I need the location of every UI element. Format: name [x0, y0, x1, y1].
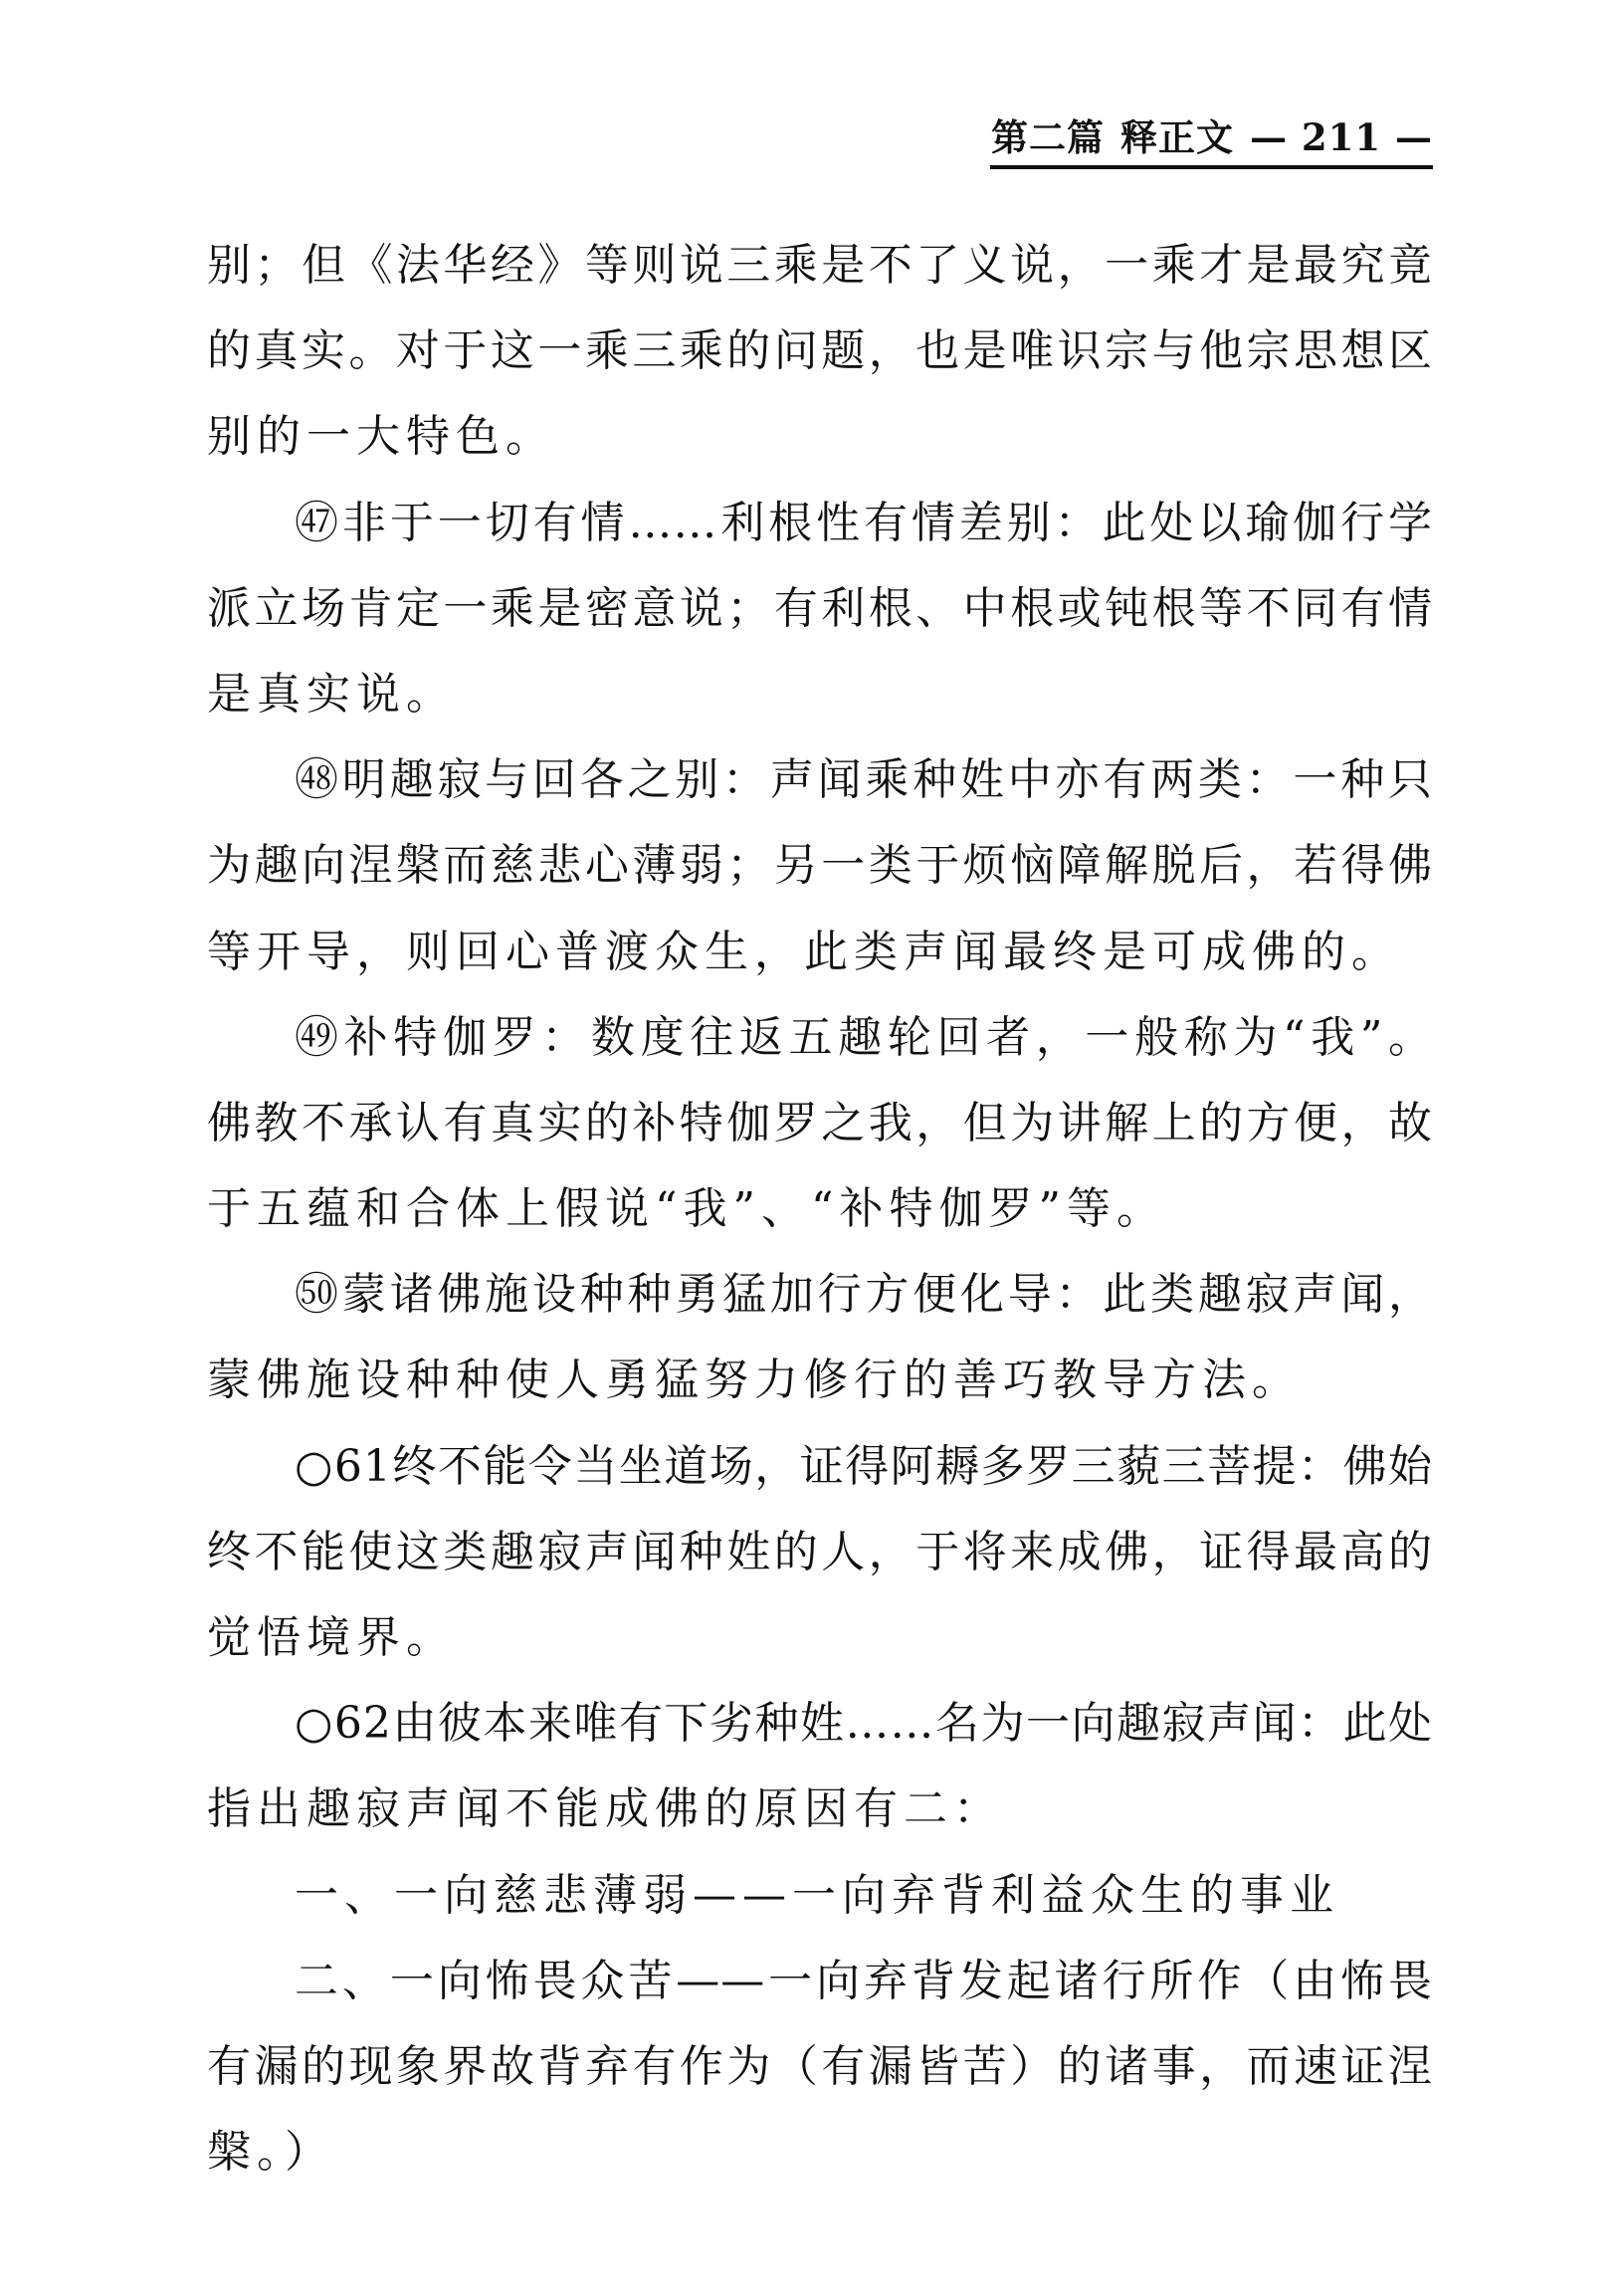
header-section: 第二篇	[991, 115, 1105, 159]
text-line: ○61终不能令当坐道场，证得阿耨多罗三藐三菩提：佛始	[295, 1440, 1433, 1492]
text-line: 是真实说。	[207, 668, 456, 720]
text-line: 别；但《法华经》等则说三乘是不了义说，一乘才是最究竟	[207, 240, 1433, 291]
text-line: ○62由彼本来唯有下劣种姓……名为一向趣寂声闻：此处	[295, 1698, 1433, 1750]
text-line: 为趣向涅槃而慈悲心薄弱；另一类于烦恼障解脱后，若得佛	[207, 840, 1433, 892]
text-line: ㊾补特伽罗：数度往返五趣轮回者，一般称为“我”。	[295, 1011, 1433, 1063]
text-line: 二、一向怖畏众苦——一向弃背发起诸行所作（由怖畏	[295, 1955, 1433, 2006]
text-line: 终不能使这类趣寂声闻种姓的人，于将来成佛，证得最高的	[207, 1526, 1433, 1577]
running-header	[209, 111, 1433, 163]
text-line: 槃。）	[207, 2127, 334, 2179]
text-line: 佛教不承认有真实的补特伽罗之我，但为讲解上的方便，故	[207, 1097, 1433, 1148]
text-line: 派立场肯定一乘是密意说；有利根、中根或钝根等不同有情	[207, 582, 1433, 634]
text-line: ㊼非于一切有情……利根性有情差别：此处以瑜伽行学	[295, 497, 1433, 548]
text-line: 等开导，则回心普渡众生，此类声闻最终是可成佛的。	[207, 926, 1401, 977]
page-number: — 211 —	[1250, 115, 1433, 159]
text-line: ㊽明趣寂与回各之别：声闻乘种姓中亦有两类：一种只	[295, 754, 1433, 806]
text-line: 觉悟境界。	[207, 1612, 456, 1663]
text-line: 的真实。对于这一乘三乘的问题，也是唯识宗与他宗思想区	[207, 325, 1433, 377]
text-line: 于五蕴和合体上假说“我”、“补特伽罗”等。	[207, 1183, 1166, 1235]
text-line: 指出趣寂声闻不能成佛的原因有二：	[207, 1783, 1003, 1835]
text-line: 一、一向慈悲薄弱——一向弃背利益众生的事业	[295, 1869, 1339, 1921]
text-line: 别的一大特色。	[207, 411, 555, 463]
text-line: 蒙佛施设种种使人勇猛努力修行的善巧教导方法。	[207, 1355, 1302, 1406]
body-text	[207, 223, 1433, 2195]
text-line: ㊿蒙诸佛施设种种勇猛加行方便化导：此类趣寂声闻，	[295, 1269, 1433, 1321]
text-line: 有漏的现象界故背弃有作为（有漏皆苦）的诸事，而速证涅	[207, 2040, 1433, 2092]
header-chapter: 释正文	[1120, 115, 1234, 159]
header-rule	[990, 165, 1433, 169]
